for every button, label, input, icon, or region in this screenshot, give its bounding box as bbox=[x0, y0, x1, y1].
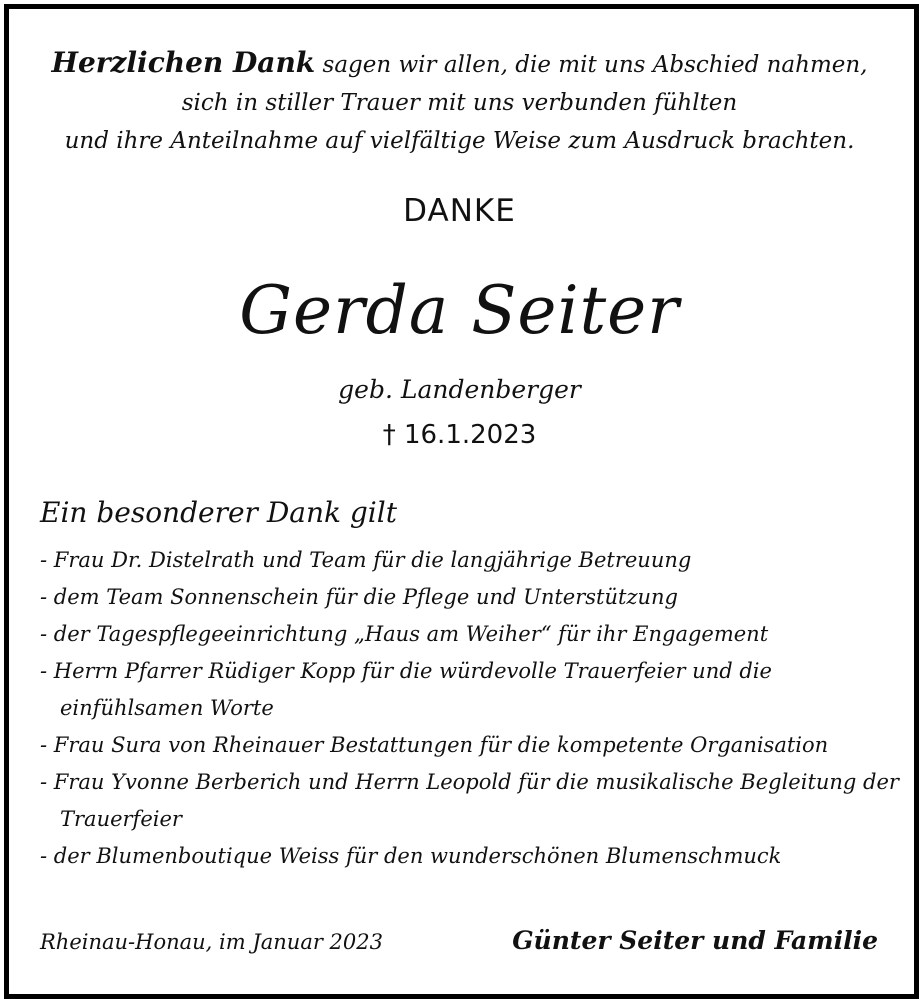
deceased-name: Gerda Seiter bbox=[239, 272, 680, 349]
place-date: Rheinau-Honau, im Januar 2023 bbox=[40, 930, 383, 954]
thanks-item: - Frau Sura von Rheinauer Bestattungen für die kompetente Organisation bbox=[40, 733, 829, 757]
birth-name: geb. Landenberger bbox=[338, 375, 581, 404]
intro-lead: Herzlichen Dank bbox=[51, 46, 316, 79]
intro-line-3: und ihre Anteilnahme auf vielfältige Weise zum Ausdruck brachten. bbox=[64, 128, 855, 154]
intro-line-1-rest: sagen wir allen, die mit uns Abschied nahmen, bbox=[315, 52, 868, 78]
thanks-item: - der Blumenboutique Weiss für den wunderschönen Blumenschmuck bbox=[40, 844, 782, 868]
intro-line-2: sich in stiller Trauer mit uns verbunden fühlten bbox=[181, 90, 738, 116]
thanks-item: - Frau Yvonne Berberich und Herrn Leopold für die musikalische Begleitung der Trauerfeier bbox=[40, 770, 899, 831]
thanks-list bbox=[40, 542, 900, 875]
thanks-heading: Ein besonderer Dank gilt bbox=[40, 496, 397, 529]
thanks-item: - Frau Dr. Distelrath und Team für die langjährige Betreuung bbox=[40, 548, 692, 572]
danke-title: DANKE bbox=[403, 193, 516, 229]
intro-text bbox=[0, 44, 919, 160]
signature: Günter Seiter und Familie bbox=[512, 926, 878, 955]
thanks-item: - der Tagespflegeeinrichtung „Haus am Weiher“ für ihr Engagement bbox=[40, 622, 769, 646]
thanks-item: - Herrn Pfarrer Rüdiger Kopp für die würdevolle Trauerfeier und die einfühlsamen Worte bbox=[40, 659, 772, 720]
thanks-item: - dem Team Sonnenschein für die Pflege und Unterstützung bbox=[40, 585, 678, 609]
death-date: † 16.1.2023 bbox=[382, 420, 537, 450]
intro-line-1 bbox=[0, 44, 919, 84]
